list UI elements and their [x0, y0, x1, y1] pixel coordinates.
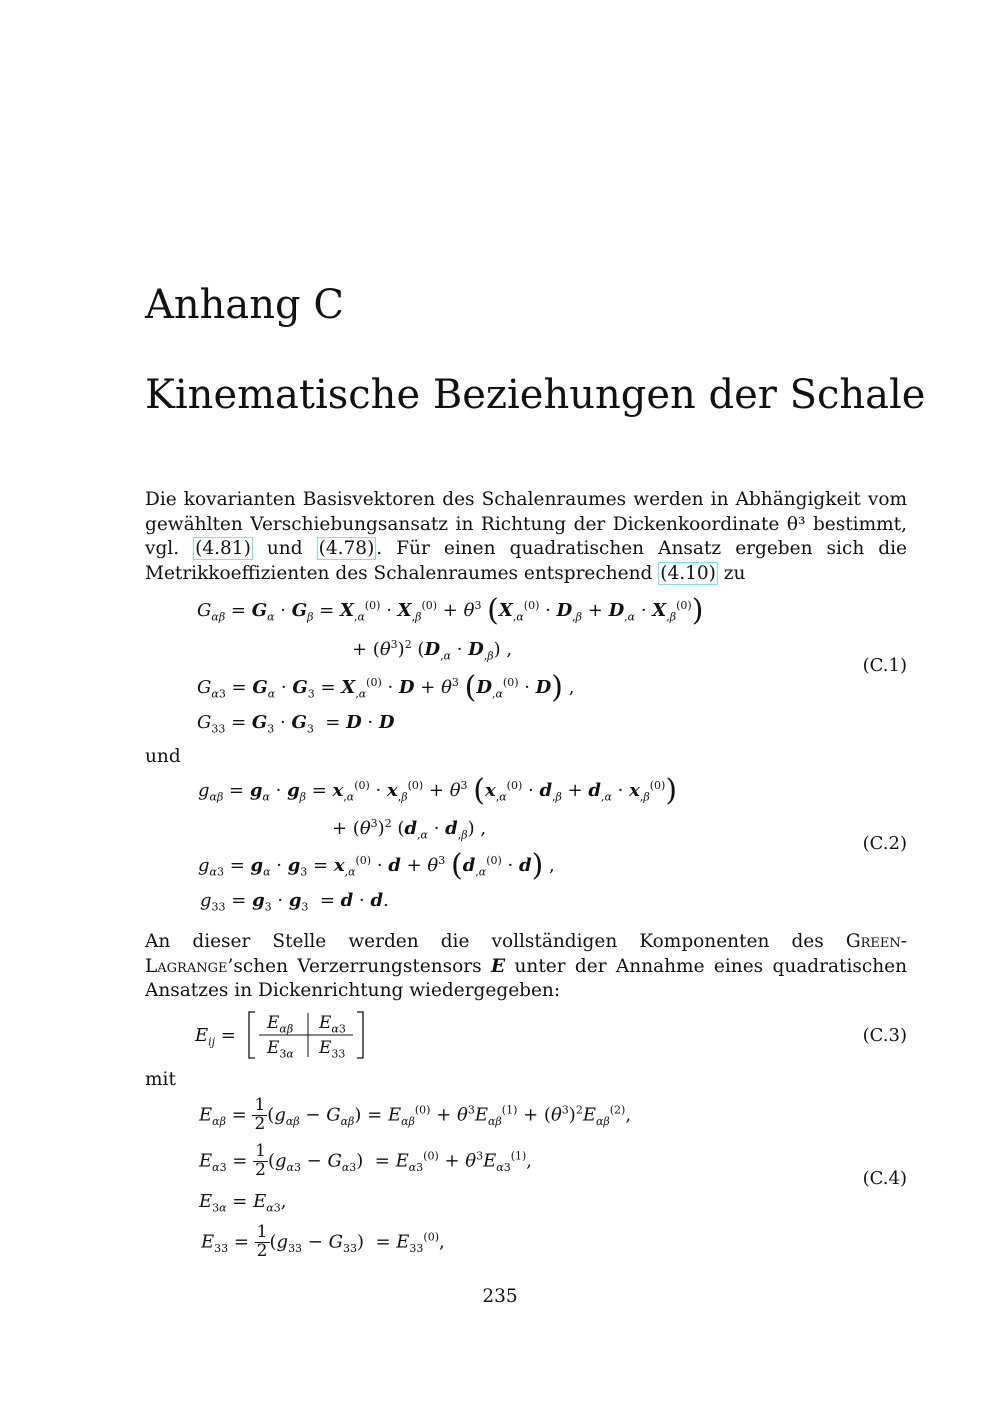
- connector-mit: mit: [145, 1069, 176, 1090]
- para2-text-b: ’schen Verzerrungstensors: [227, 955, 482, 977]
- para2-symbol: E: [491, 955, 506, 977]
- para2-name: Green-Lagrange: [145, 931, 907, 977]
- paragraph-green-lagrange: [145, 930, 907, 1004]
- chapter-label: Anhang C: [145, 282, 344, 328]
- equation-number-c3: (C.3): [862, 1025, 907, 1046]
- para2-text-a: An dieser Stelle werden die vollständigen Komponenten des: [145, 931, 824, 952]
- page-number: 235: [482, 1286, 518, 1307]
- intro-text-b: und: [266, 538, 303, 559]
- ref-link-4-81[interactable]: (4.81): [195, 538, 251, 559]
- paragraph-intro: [145, 488, 907, 586]
- equation-number-c4: (C.4): [862, 1168, 907, 1189]
- ref-link-4-10[interactable]: (4.10): [660, 562, 716, 584]
- intro-text-c: . Für einen quadratischen Ansatz ergeben sich die Metrikkoeffizienten des Schalenraumes entsprechend: [145, 538, 908, 584]
- equation-number-c2: (C.2): [862, 833, 907, 854]
- equation-number-c1: (C.1): [862, 655, 907, 676]
- ref-link-4-78[interactable]: (4.78): [318, 538, 375, 559]
- connector-und: und: [145, 746, 181, 767]
- matrix-brackets: [247, 1010, 365, 1060]
- para2-text-c: unter der Annahme eines quadratischen Ansatzes in Dickenrichtung wiedergegeben:: [145, 955, 907, 1001]
- intro-text-a: Die kovarianten Basisvektoren des Schalenraumes werden in Abhängigkeit vom gewählten Verschiebungsansatz in Richtung der Dickenkoordinate θ³ bestimmt, vgl.: [145, 489, 907, 559]
- intro-text-d: zu: [723, 562, 746, 584]
- chapter-title: Kinematische Beziehungen der Schale: [145, 372, 926, 418]
